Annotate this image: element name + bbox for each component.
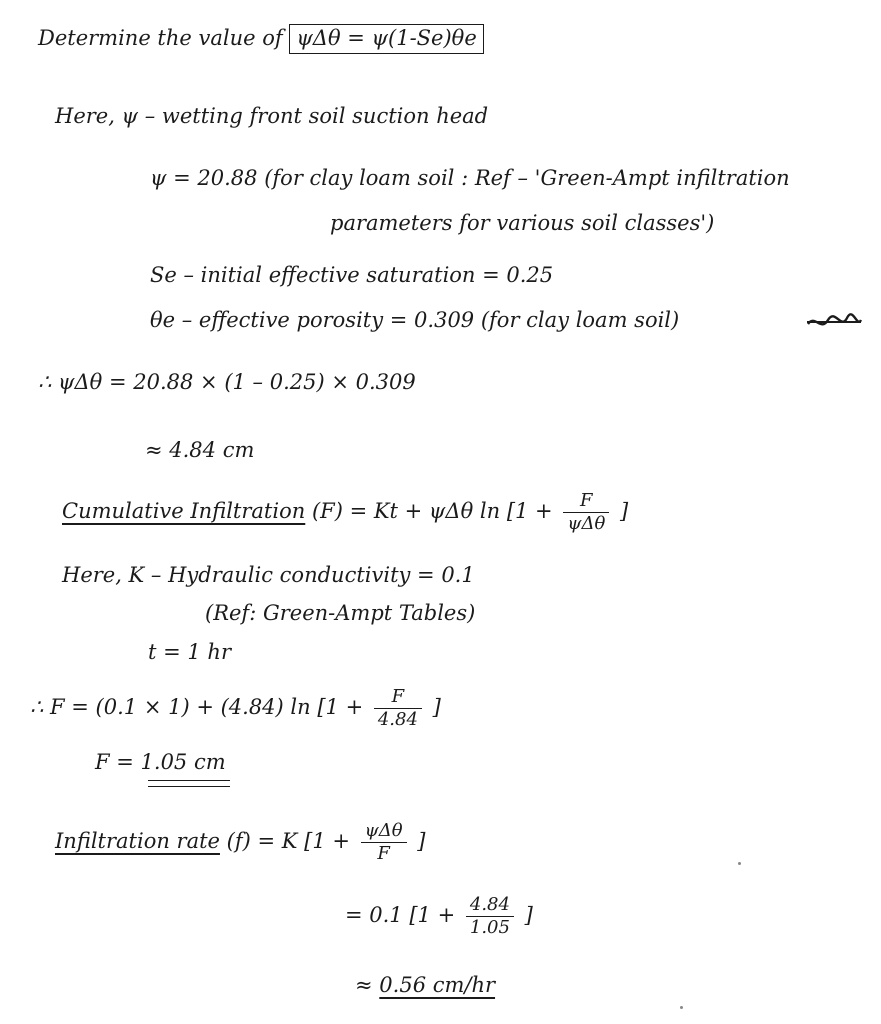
line-determine (38, 28, 484, 49)
f-result-value: 1.05 cm (140, 750, 226, 774)
bracket-close: ] (524, 903, 533, 927)
line-f-equation (30, 688, 441, 729)
bracket-open: [1 + (409, 903, 456, 927)
rate-substitution-text: = 0.1 (345, 903, 403, 927)
fraction-f-over-psi (563, 492, 609, 533)
line-time-value: t = 1 hr (148, 640, 231, 664)
bracket-open: [1 + (506, 499, 553, 523)
cumulative-infiltration-formula: (F) = Kt + ψΔθ ln (311, 499, 501, 523)
denominator: ψΔθ (567, 513, 606, 534)
bracket-open: [1 + (317, 695, 364, 719)
infiltration-rate-formula: (f) = K (226, 829, 298, 853)
double-underline (148, 780, 230, 787)
rate-result-value: 0.56 cm/hr (379, 973, 496, 997)
approx-sign: ≈ (355, 973, 373, 997)
line-k-definition: Here, K – Hydraulic conductivity = 0.1 (62, 563, 475, 587)
bracket-close: ] (432, 695, 441, 719)
line-cumulative-infiltration (62, 492, 628, 533)
line-rate-result (355, 975, 495, 996)
numerator: F (374, 688, 422, 709)
line-psi-delta-theta-result: ≈ 4.84 cm (145, 438, 255, 462)
scribbled-out-word (805, 310, 863, 334)
numerator: F (563, 492, 609, 513)
line-psi-delta-theta-calc: ∴ ψΔθ = 20.88 × (1 – 0.25) × 0.309 (38, 370, 416, 394)
line-psi-value: ψ = 20.88 (for clay loam soil : Ref – 'Green-Ampt infiltration (150, 166, 790, 190)
bracket-close: ] (417, 829, 426, 853)
line-f-result (95, 752, 226, 773)
f-result-label: F = (95, 750, 134, 774)
fraction-484-over-105 (466, 896, 514, 937)
numerator: 4.84 (466, 896, 514, 917)
bracket-close: ] (619, 499, 629, 523)
stray-mark (680, 1006, 683, 1009)
line-psi-reference: parameters for various soil classes') (330, 211, 715, 235)
bracket-open: [1 + (304, 829, 350, 853)
cumulative-infiltration-label: Cumulative Infiltration (62, 499, 306, 523)
fraction-psi-over-f (361, 822, 407, 863)
denominator: 1.05 (469, 917, 510, 938)
denominator: 4.84 (377, 709, 418, 730)
determine-text: Determine the value of (38, 26, 283, 50)
numerator: ψΔθ (361, 822, 407, 843)
denominator: F (377, 843, 390, 864)
fraction-f-over-484 (374, 688, 422, 729)
line-se-definition: Se – initial effective saturation = 0.25 (150, 263, 554, 287)
f-equation-text: ∴ F = (0.1 × 1) + (4.84) ln (30, 695, 311, 719)
line-k-reference: (Ref: Green-Ampt Tables) (205, 601, 476, 625)
boxed-equation: ψΔθ = ψ(1-Se)θe (289, 24, 483, 54)
line-theta-definition: θe – effective porosity = 0.309 (for clay loam soil) (150, 308, 680, 332)
line-rate-substitution (345, 896, 533, 937)
line-psi-definition: Here, ψ – wetting front soil suction head (55, 104, 489, 128)
line-infiltration-rate (55, 822, 426, 863)
infiltration-rate-label: Infiltration rate (55, 829, 220, 853)
stray-mark (738, 862, 741, 865)
